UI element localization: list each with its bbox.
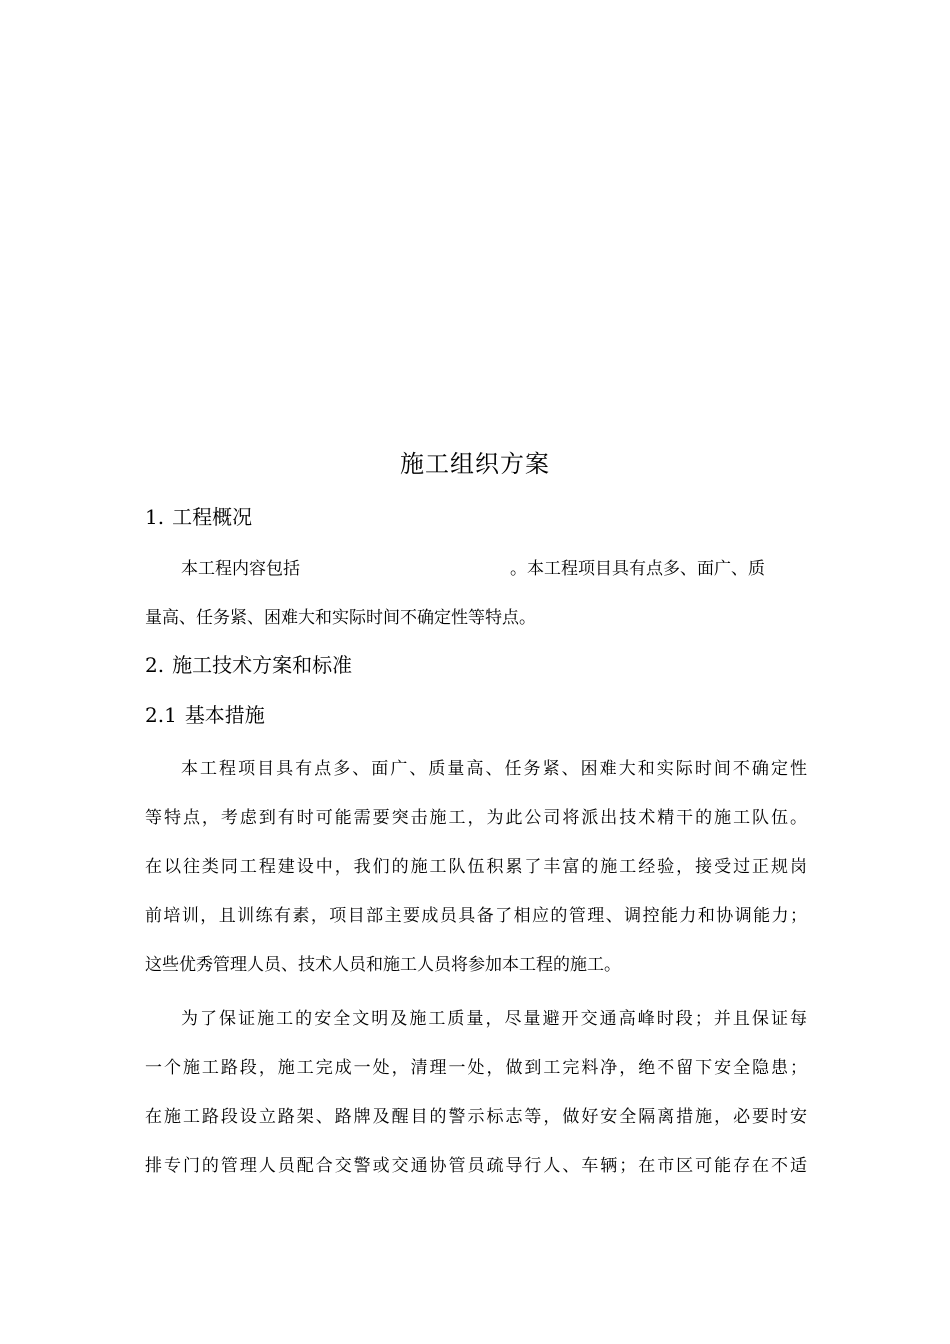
paragraph-line: 等特点，考虑到有时可能需要突击施工，为此公司将派出技术精干的施工队伍。	[145, 808, 807, 828]
section-title: 工程概况	[172, 505, 253, 529]
section-number: 2.1	[145, 703, 177, 727]
section-number: 1.	[145, 505, 165, 529]
paragraph-line: 本工程项目具有点多、面广、质量高、任务紧、困难大和实际时间不确定性	[181, 759, 807, 779]
paragraph-line: 量高、任务紧、困难大和实际时间不确定性等特点。	[145, 608, 536, 628]
paragraph-line: 在施工路段设立路架、路牌及醒目的警示标志等，做好安全隔离措施，必要时安	[145, 1107, 807, 1127]
document-title: 施工组织方案	[400, 450, 550, 478]
section-heading-2-1	[145, 700, 265, 730]
paragraph-line: 排专门的管理人员配合交警或交通协管员疏导行人、车辆；在市区可能存在不适	[145, 1156, 807, 1176]
paragraph-line: 前培训，且训练有素，项目部主要成员具备了相应的管理、调控能力和协调能力；	[145, 906, 807, 926]
paragraph-line	[181, 555, 807, 583]
section-title: 施工技术方案和标准	[172, 653, 353, 677]
section-heading-2	[145, 650, 352, 680]
text-segment: 。本工程项目具有点多、面广、质	[510, 559, 765, 579]
text-segment: 本工程内容包括	[181, 559, 300, 579]
paragraph-line: 一个施工路段，施工完成一处，清理一处，做到工完料净，绝不留下安全隐患；	[145, 1058, 807, 1078]
paragraph-line: 这些优秀管理人员、技术人员和施工人员将参加本工程的施工。	[145, 955, 621, 975]
paragraph-line: 为了保证施工的安全文明及施工质量，尽量避开交通高峰时段；并且保证每	[181, 1009, 807, 1029]
section-number: 2.	[145, 653, 165, 677]
paragraph-line: 在以往类同工程建设中，我们的施工队伍积累了丰富的施工经验，接受过正规岗	[145, 857, 807, 877]
section-title: 基本措施	[184, 703, 265, 727]
section-heading-1	[145, 502, 252, 532]
